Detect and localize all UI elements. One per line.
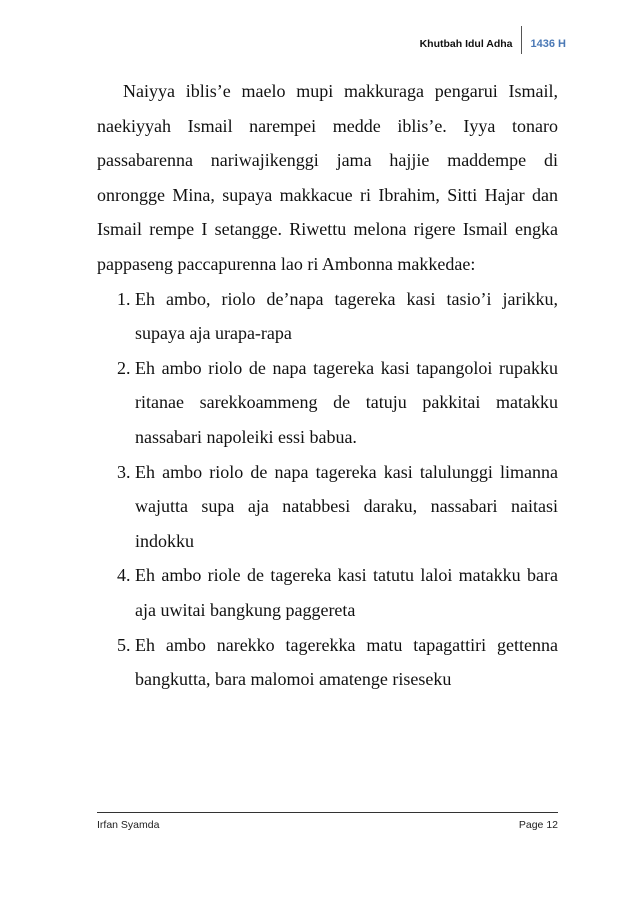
page-header — [420, 26, 566, 62]
list-item — [97, 282, 558, 351]
list-item-number: 5. — [117, 634, 131, 655]
list-item-text: Eh ambo riolo de napa tagereka kasi talulunggi limanna wajutta supa aja natabbesi daraku, nassabari naitasi indokku — [135, 461, 558, 551]
list-item-number: 1. — [117, 288, 131, 309]
list-item-text: Eh ambo, riolo de’napa tagereka kasi tasio’i jarikku, supaya aja urapa-rapa — [135, 288, 558, 344]
list-item-text: Eh ambo riole de tagereka kasi tatutu laloi matakku bara aja uwitai bangkung paggereta — [135, 565, 558, 620]
header-title: Khutbah Idul Adha — [420, 26, 522, 54]
page-number: Page 12 — [518, 819, 558, 831]
list-item-text: Eh ambo narekko tagerekka matu tapagattiri gettenna bangkutta, bara malomoi amatenge riseseku — [135, 634, 558, 690]
list-item — [97, 351, 558, 455]
page-footer — [97, 812, 558, 831]
numbered-list — [97, 282, 558, 697]
list-item — [97, 455, 558, 559]
list-item-number: 2. — [117, 357, 131, 378]
list-item-text: Eh ambo riolo de napa tagereka kasi tapangoloi rupakku ritanae sarekkoammeng de tatuju pakkitai matakku nassabari napoleiki essi babua. — [135, 357, 558, 447]
footer-author: Irfan Syamda — [97, 819, 160, 831]
list-item — [97, 558, 558, 627]
body-paragraph: Naiyya iblis’e maelo mupi makkuraga pengarui Ismail, naekiyyah Ismail narempei medde iblis’e. Iyya tonaro passabarenna nariwajikenggi jama hajjie maddempe di onrongge Mina, supaya makkacue ri Ibrahim, Sitti Hajar dan Ismail rempe I setangge. Riwettu melona rigere Ismail engka pappaseng paccapurenna lao ri Ambonna makkedae: — [97, 81, 558, 274]
list-item — [97, 628, 558, 697]
header-year: 1436 H — [530, 38, 566, 50]
document-body — [97, 74, 558, 697]
list-item-number: 3. — [117, 461, 131, 482]
list-item-number: 4. — [117, 565, 131, 586]
